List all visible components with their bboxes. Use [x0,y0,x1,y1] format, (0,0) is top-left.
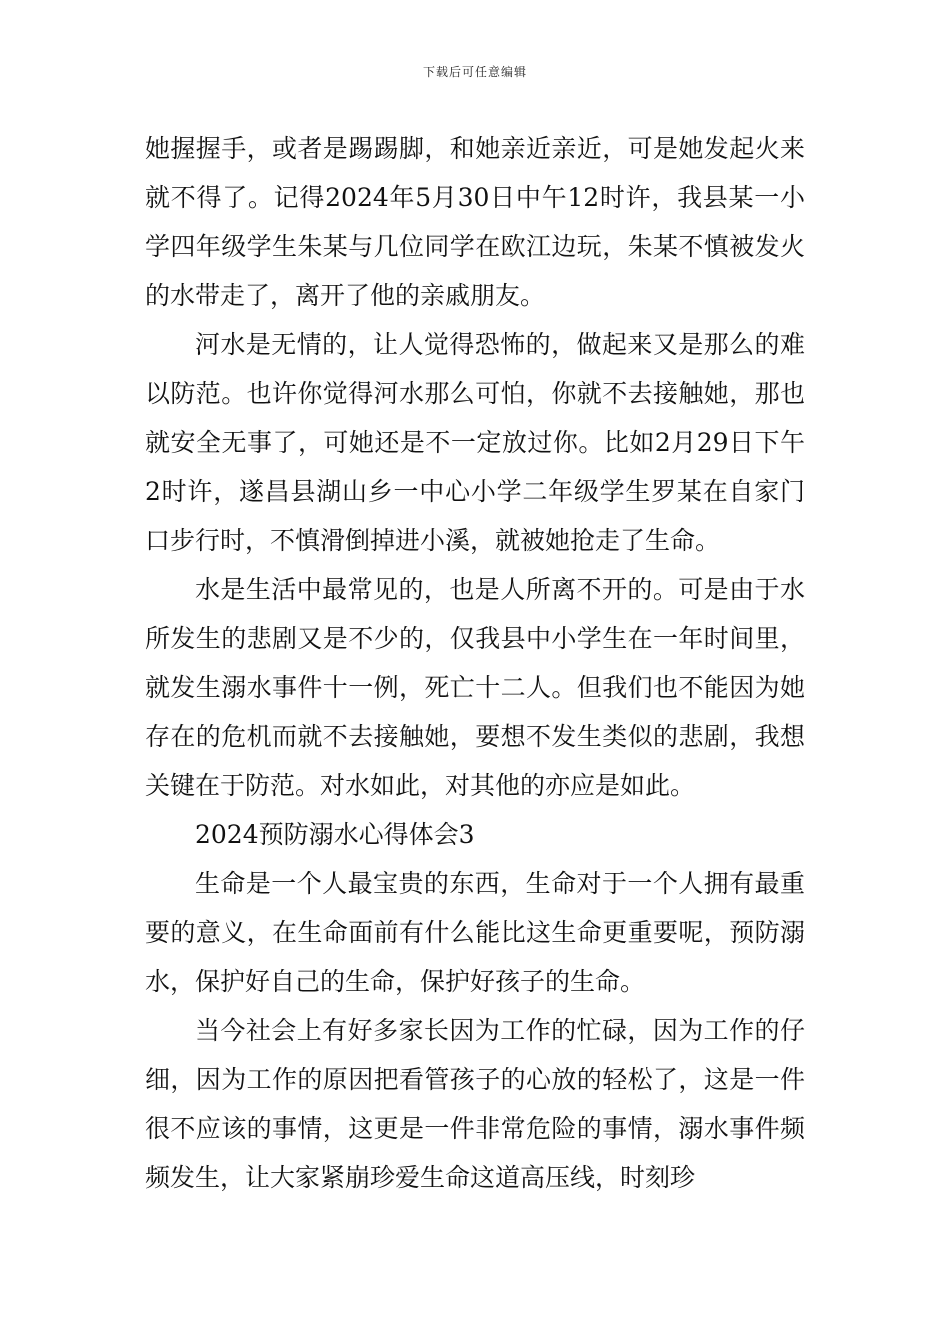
paragraph-1: 她握握手，或者是踢踢脚，和她亲近亲近，可是她发起火来就不得了。记得2024年5月30日中午12时许，我县某一小学四年级学生朱某与几位同学在欧江边玩，朱某不慎被发火的水带走了，离开了他的亲戚朋友。 [145,134,805,310]
section-heading: 2024预防溺水心得体会3 [195,820,475,849]
page-header: 下载后可任意编辑 [422,65,527,79]
paragraph-4: 生命是一个人最宝贵的东西，生命对于一个人拥有最重要的意义，在生命面前有什么能比这生命更重要呢，预防溺水，保护好自己的生命，保护好孩子的生命。 [145,869,805,996]
document-body [145,124,805,1202]
paragraph-2: 河水是无情的，让人觉得恐怖的，做起来又是那么的难以防范。也许你觉得河水那么可怕，你就不去接触她，那也就安全无事了，可她还是不一定放过你。比如2月29日下午2时许，遂昌县湖山乡一中心小学二年级学生罗某在自家门口步行时，不慎滑倒掉进小溪，就被她抢走了生命。 [145,330,805,555]
paragraph-3: 水是生活中最常见的，也是人所离不开的。可是由于水所发生的悲剧又是不少的，仅我县中小学生在一年时间里，就发生溺水事件十一例，死亡十二人。但我们也不能因为她存在的危机而就不去接触她，要想不发生类似的悲剧，我想关键在于防范。对水如此，对其他的亦应是如此。 [145,575,805,800]
paragraph-5: 当今社会上有好多家长因为工作的忙碌，因为工作的仔细，因为工作的原因把看管孩子的心放的轻松了，这是一件很不应该的事情，这更是一件非常危险的事情，溺水事件频频发生，让大家紧崩珍爱生命这道高压线，时刻珍 [145,1016,805,1192]
